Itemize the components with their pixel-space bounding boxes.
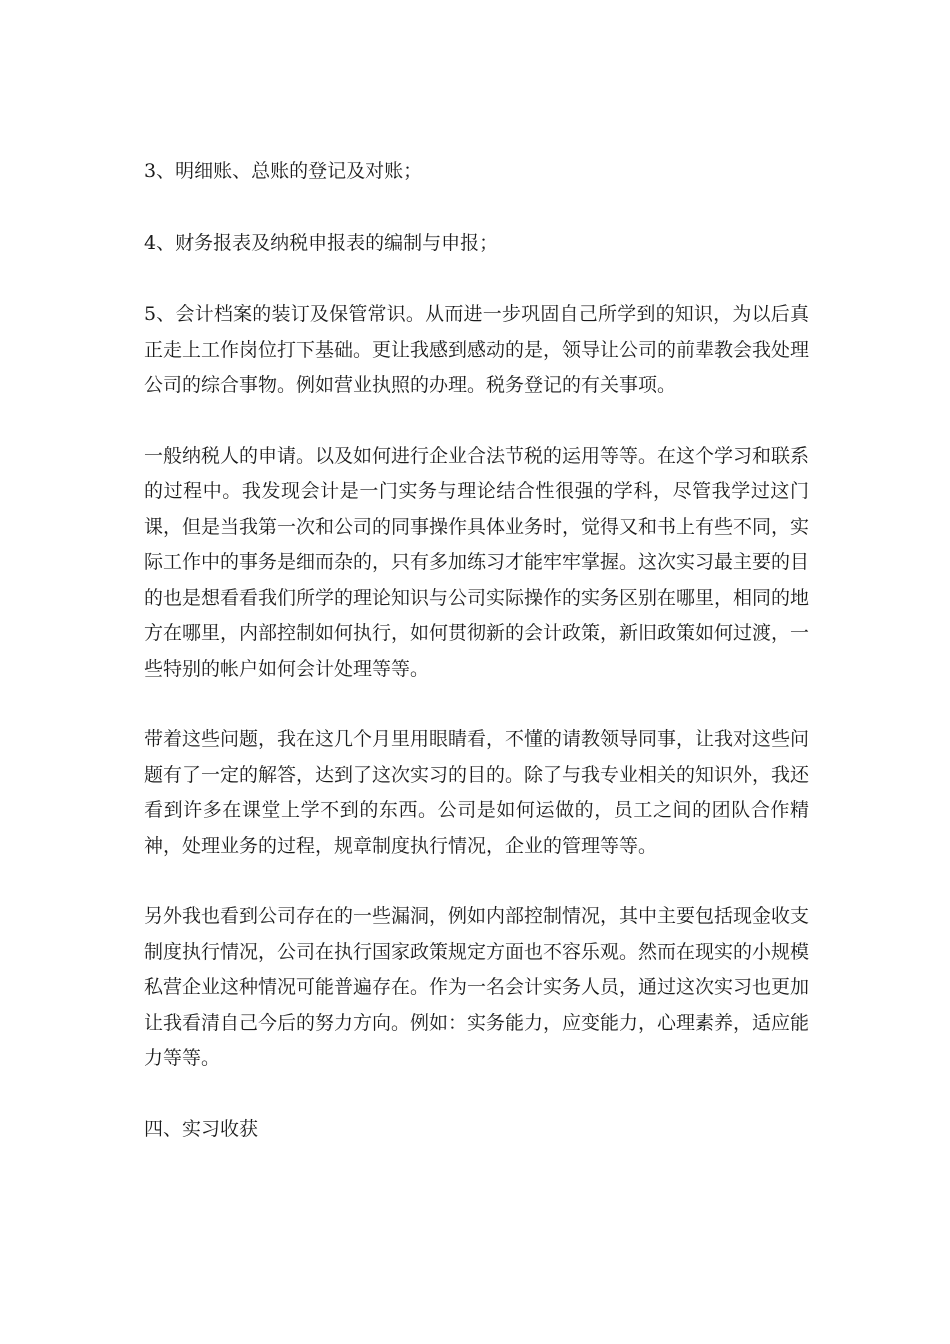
paragraph-item-4: 4、财务报表及纳税申报表的编制与申报；	[144, 231, 499, 254]
paragraph-item-5: 5、会计档案的装订及保管常识。从而进一步巩固自己所学到的知识，为以后真正走上工作岗位打下基础。更让我感到感动的是，领导让公司的前辈教会我处理公司的综合事物。例如营业执照的办理。税务登记的有关事项。	[144, 303, 810, 396]
paragraph-loopholes: 另外我也看到公司存在的一些漏洞，例如内部控制情况，其中主要包括现金收支制度执行情况，公司在执行国家政策规定方面也不容乐观。然而在现实的小规模私营企业这种情况可能普遍存在。作为一名会计实务人员，通过这次实习也更加让我看清自己今后的努力方向。例如：实务能力，应变能力，心理素养，适应能力等等。	[144, 905, 810, 1069]
paragraph-tax-application: 一般纳税人的申请。以及如何进行企业合法节税的运用等等。在这个学习和联系的过程中。我发现会计是一门实务与理论结合性很强的学科，尽管我学过这门课，但是当我第一次和公司的同事操作具体业务时，觉得又和书上有些不同，实际工作中的事务是细而杂的，只有多加练习才能牢牢掌握。这次实习最主要的目的也是想看看我们所学的理论知识与公司实际操作的实务区别在哪里，相同的地方在哪里，内部控制如何执行，如何贯彻新的会计政策，新旧政策如何过渡，一些特别的帐户如何会计处理等等。	[144, 444, 810, 680]
section-heading-internship-gains: 四、实习收获	[144, 1117, 259, 1140]
paragraph-item-3: 3、明细账、总账的登记及对账；	[144, 160, 423, 182]
paragraph-questions: 带着这些问题，我在这几个月里用眼睛看，不懂的请教领导同事，让我对这些问题有了一定的解答，达到了这次实习的目的。除了与我专业相关的知识外，我还看到许多在课堂上学不到的东西。公司是如何运做的，员工之间的团队合作精神，处理业务的过程，规章制度执行情况，企业的管理等等。	[144, 728, 810, 857]
document-body	[144, 154, 809, 1183]
